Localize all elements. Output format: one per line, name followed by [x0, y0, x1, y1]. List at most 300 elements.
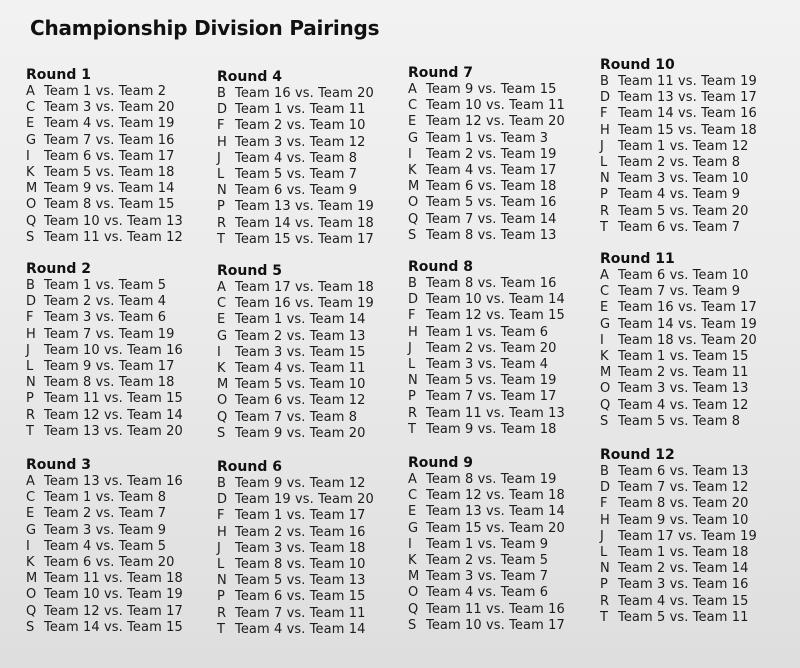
match-row — [217, 280, 417, 296]
match-slot: K — [26, 554, 35, 570]
round-block — [600, 447, 800, 626]
match-slot: N — [600, 561, 610, 577]
match-pairing: Team 1 vs. Team 2 — [44, 84, 167, 99]
match-slot: K — [408, 552, 417, 568]
match-row — [217, 557, 417, 573]
round-block — [217, 263, 417, 442]
match-pairing: Team 12 vs. Team 18 — [426, 488, 565, 504]
match-pairing: Team 6 vs. Team 9 — [235, 183, 358, 199]
match-row — [600, 414, 800, 430]
round-title: Round 11 — [600, 251, 675, 267]
match-slot: M — [26, 181, 38, 197]
round-title: Round 7 — [408, 65, 473, 81]
round-block — [217, 459, 417, 638]
match-pairing: Team 9 vs. Team 20 — [235, 425, 366, 441]
match-slot: H — [217, 134, 227, 150]
match-pairing: Team 1 vs. Team 17 — [235, 508, 366, 524]
match-pairing: Team 1 vs. Team 12 — [618, 138, 749, 154]
match-slot: D — [600, 480, 611, 496]
match-pairing: Team 10 vs. Team 14 — [426, 292, 565, 308]
round-block — [217, 69, 417, 248]
match-pairing: Team 4 vs. Team 5 — [44, 538, 167, 554]
match-pairing: Team 11 vs. Team 13 — [426, 405, 565, 421]
match-row — [600, 545, 800, 561]
match-slot: A — [408, 472, 417, 487]
match-slot: Q — [217, 409, 228, 425]
match-slot: A — [600, 268, 609, 283]
match-row — [408, 228, 608, 244]
match-row — [600, 300, 800, 316]
match-pairing: Team 6 vs. Team 18 — [426, 179, 557, 195]
match-slot: T — [600, 219, 608, 235]
match-pairing: Team 4 vs. Team 15 — [618, 593, 749, 609]
match-pairing: Team 9 vs. Team 18 — [426, 421, 557, 437]
match-pairing: Team 13 vs. Team 20 — [44, 423, 183, 439]
match-slot: K — [600, 348, 609, 364]
match-row — [600, 513, 800, 529]
match-row — [600, 610, 800, 626]
match-pairing: Team 3 vs. Team 12 — [235, 134, 366, 150]
match-row — [408, 422, 608, 438]
match-row — [26, 197, 226, 213]
match-pairing: Team 3 vs. Team 6 — [44, 310, 167, 326]
match-slot: I — [26, 538, 30, 554]
match-slot: C — [600, 284, 610, 300]
match-pairing: Team 13 vs. Team 16 — [44, 474, 183, 489]
match-row — [26, 523, 226, 539]
match-pairing: Team 10 vs. Team 13 — [44, 213, 183, 229]
match-row — [217, 589, 417, 605]
round-title: Round 3 — [26, 457, 91, 473]
match-row — [600, 155, 800, 171]
match-slot: O — [26, 197, 37, 213]
match-slot: H — [26, 326, 36, 342]
match-slot: C — [26, 490, 36, 506]
match-pairing: Team 7 vs. Team 11 — [235, 605, 366, 621]
match-slot: N — [217, 573, 227, 589]
match-slot: P — [408, 389, 416, 405]
match-slot: L — [600, 154, 608, 170]
match-slot: L — [217, 556, 225, 572]
match-slot: A — [217, 280, 226, 295]
match-pairing: Team 7 vs. Team 17 — [426, 389, 557, 405]
match-row — [217, 232, 417, 248]
match-row — [600, 123, 800, 139]
match-slot: A — [26, 84, 35, 99]
match-row — [600, 74, 800, 90]
match-pairing: Team 15 vs. Team 20 — [426, 520, 565, 536]
match-row — [408, 212, 608, 228]
match-pairing: Team 4 vs. Team 6 — [426, 585, 549, 601]
match-slot: B — [217, 476, 226, 491]
match-pairing: Team 3 vs. Team 13 — [618, 381, 749, 397]
match-pairing: Team 2 vs. Team 20 — [426, 340, 557, 356]
match-pairing: Team 3 vs. Team 16 — [618, 577, 749, 593]
match-slot: E — [408, 114, 417, 130]
match-row — [408, 82, 608, 98]
match-slot: O — [408, 195, 419, 211]
round-block — [26, 67, 226, 246]
match-row — [217, 86, 417, 102]
match-slot: F — [600, 106, 608, 122]
match-pairing: Team 7 vs. Team 8 — [235, 409, 358, 425]
match-pairing: Team 14 vs. Team 15 — [44, 619, 183, 635]
match-pairing: Team 3 vs. Team 7 — [426, 569, 549, 585]
match-row — [26, 294, 226, 310]
match-pairing: Team 5 vs. Team 19 — [426, 373, 557, 389]
match-pairing: Team 1 vs. Team 11 — [235, 102, 366, 118]
match-slot: P — [600, 577, 608, 593]
match-slot: B — [26, 278, 35, 293]
match-pairing: Team 6 vs. Team 10 — [618, 268, 749, 283]
match-pairing: Team 9 vs. Team 10 — [618, 512, 749, 528]
match-slot: G — [408, 130, 419, 146]
match-pairing: Team 5 vs. Team 11 — [618, 609, 749, 625]
match-pairing: Team 1 vs. Team 6 — [426, 324, 549, 340]
match-slot: N — [26, 375, 36, 391]
match-row — [600, 529, 800, 545]
match-slot: S — [408, 227, 417, 243]
match-row — [408, 373, 608, 389]
match-slot: N — [408, 373, 418, 389]
match-row — [217, 426, 417, 442]
match-pairing: Team 10 vs. Team 19 — [44, 587, 183, 603]
match-pairing: Team 6 vs. Team 13 — [618, 464, 749, 479]
match-slot: O — [600, 381, 611, 397]
match-slot: T — [26, 423, 34, 439]
match-pairing: Team 16 vs. Team 20 — [235, 86, 374, 101]
match-pairing: Team 15 vs. Team 17 — [235, 231, 374, 247]
match-pairing: Team 2 vs. Team 10 — [235, 118, 366, 134]
match-row — [217, 476, 417, 492]
match-row — [600, 381, 800, 397]
round-title: Round 4 — [217, 69, 282, 85]
match-row — [408, 308, 608, 324]
match-row — [600, 398, 800, 414]
match-row — [600, 365, 800, 381]
match-pairing: Team 7 vs. Team 16 — [44, 132, 175, 148]
match-row — [217, 606, 417, 622]
match-row — [408, 488, 608, 504]
match-slot: Q — [408, 211, 419, 227]
match-row — [600, 204, 800, 220]
match-slot: E — [26, 506, 35, 522]
match-row — [26, 84, 226, 100]
match-pairing: Team 7 vs. Team 9 — [618, 284, 741, 300]
match-slot: T — [408, 421, 416, 437]
match-slot: I — [408, 146, 412, 162]
match-row — [26, 391, 226, 407]
match-pairing: Team 12 vs. Team 14 — [44, 407, 183, 423]
match-pairing: Team 7 vs. Team 12 — [618, 480, 749, 496]
match-row — [600, 349, 800, 365]
match-slot: C — [217, 296, 227, 312]
match-pairing: Team 2 vs. Team 19 — [426, 146, 557, 162]
match-row — [217, 410, 417, 426]
match-row — [600, 106, 800, 122]
match-row — [408, 163, 608, 179]
match-row — [217, 329, 417, 345]
match-pairing: Team 3 vs. Team 15 — [235, 344, 366, 360]
match-row — [26, 359, 226, 375]
match-slot: M — [408, 569, 420, 585]
match-pairing: Team 5 vs. Team 16 — [426, 195, 557, 211]
match-pairing: Team 11 vs. Team 12 — [44, 229, 183, 245]
match-slot: G — [408, 520, 419, 536]
match-slot: P — [217, 199, 225, 215]
match-pairing: Team 11 vs. Team 19 — [618, 74, 757, 89]
match-pairing: Team 4 vs. Team 11 — [235, 360, 366, 376]
match-slot: P — [217, 589, 225, 605]
match-slot: G — [26, 522, 37, 538]
round-block — [600, 57, 800, 236]
match-pairing: Team 2 vs. Team 14 — [618, 561, 749, 577]
match-slot: B — [217, 86, 226, 101]
match-row — [26, 408, 226, 424]
match-pairing: Team 6 vs. Team 17 — [44, 148, 175, 164]
match-pairing: Team 11 vs. Team 16 — [426, 601, 565, 617]
match-row — [217, 393, 417, 409]
match-row — [26, 490, 226, 506]
match-row — [26, 539, 226, 555]
match-pairing: Team 12 vs. Team 20 — [426, 114, 565, 130]
match-pairing: Team 1 vs. Team 8 — [44, 490, 167, 506]
match-slot: K — [408, 162, 417, 178]
match-pairing: Team 10 vs. Team 11 — [426, 98, 565, 114]
match-pairing: Team 8 vs. Team 18 — [44, 375, 175, 391]
match-row — [217, 199, 417, 215]
round-block — [26, 457, 226, 636]
match-slot: K — [26, 164, 35, 180]
match-slot: J — [408, 340, 412, 356]
match-row — [26, 100, 226, 116]
match-slot: D — [217, 102, 228, 118]
match-row — [26, 506, 226, 522]
match-pairing: Team 11 vs. Team 15 — [44, 391, 183, 407]
match-pairing: Team 8 vs. Team 19 — [426, 472, 557, 487]
match-slot: J — [600, 528, 604, 544]
match-row — [408, 292, 608, 308]
match-slot: D — [217, 492, 228, 508]
match-pairing: Team 13 vs. Team 19 — [235, 199, 374, 215]
match-pairing: Team 9 vs. Team 17 — [44, 358, 175, 374]
match-pairing: Team 6 vs. Team 7 — [618, 219, 741, 235]
match-pairing: Team 16 vs. Team 17 — [618, 300, 757, 316]
match-pairing: Team 1 vs. Team 18 — [618, 544, 749, 560]
match-row — [408, 325, 608, 341]
match-slot: N — [217, 183, 227, 199]
match-pairing: Team 4 vs. Team 12 — [618, 397, 749, 413]
match-row — [600, 577, 800, 593]
match-row — [217, 622, 417, 638]
match-slot: T — [217, 231, 225, 247]
match-slot: P — [600, 187, 608, 203]
match-pairing: Team 2 vs. Team 7 — [44, 506, 167, 522]
match-pairing: Team 1 vs. Team 5 — [44, 278, 167, 293]
round-block — [408, 259, 608, 438]
match-slot: Q — [26, 213, 37, 229]
match-row — [217, 508, 417, 524]
match-pairing: Team 10 vs. Team 16 — [44, 342, 183, 358]
match-slot: Q — [408, 601, 419, 617]
round-title: Round 10 — [600, 57, 675, 73]
match-slot: O — [217, 393, 228, 409]
match-row — [408, 98, 608, 114]
match-pairing: Team 4 vs. Team 8 — [235, 150, 358, 166]
match-pairing: Team 8 vs. Team 20 — [618, 496, 749, 512]
match-pairing: Team 1 vs. Team 9 — [426, 536, 549, 552]
match-row — [217, 573, 417, 589]
page-title: Championship Division Pairings — [30, 16, 380, 40]
match-slot: D — [26, 294, 37, 310]
match-row — [26, 343, 226, 359]
match-row — [217, 167, 417, 183]
match-row — [26, 620, 226, 636]
match-slot: L — [26, 358, 34, 374]
match-slot: I — [217, 344, 221, 360]
match-pairing: Team 5 vs. Team 8 — [618, 413, 741, 429]
match-pairing: Team 13 vs. Team 14 — [426, 504, 565, 520]
match-slot: K — [217, 360, 226, 376]
match-row — [217, 151, 417, 167]
match-pairing: Team 5 vs. Team 7 — [235, 166, 358, 182]
match-slot: R — [217, 215, 227, 231]
match-pairing: Team 14 vs. Team 16 — [618, 106, 757, 122]
match-row — [408, 114, 608, 130]
match-row — [600, 333, 800, 349]
match-slot: P — [26, 391, 34, 407]
round-title: Round 9 — [408, 455, 473, 471]
match-row — [600, 139, 800, 155]
match-slot: H — [600, 122, 610, 138]
round-block — [408, 65, 608, 244]
round-title: Round 6 — [217, 459, 282, 475]
match-slot: H — [600, 512, 610, 528]
round-title: Round 8 — [408, 259, 473, 275]
match-pairing: Team 1 vs. Team 3 — [426, 130, 549, 146]
match-row — [26, 375, 226, 391]
match-slot: N — [600, 171, 610, 187]
match-slot: S — [600, 413, 609, 429]
match-row — [217, 312, 417, 328]
match-row — [408, 602, 608, 618]
match-row — [26, 327, 226, 343]
match-slot: B — [600, 464, 609, 479]
match-slot: J — [26, 342, 30, 358]
match-row — [408, 553, 608, 569]
match-slot: O — [26, 587, 37, 603]
match-slot: M — [600, 365, 612, 381]
round-block — [408, 455, 608, 634]
match-slot: R — [600, 593, 610, 609]
match-row — [26, 165, 226, 181]
match-pairing: Team 3 vs. Team 9 — [44, 522, 167, 538]
match-slot: L — [408, 356, 416, 372]
match-row — [600, 220, 800, 236]
match-pairing: Team 19 vs. Team 20 — [235, 492, 374, 508]
match-slot: H — [408, 324, 418, 340]
match-pairing: Team 2 vs. Team 16 — [235, 524, 366, 540]
match-slot: D — [408, 292, 419, 308]
match-row — [217, 183, 417, 199]
match-row — [217, 492, 417, 508]
match-slot: F — [217, 508, 225, 524]
match-row — [408, 472, 608, 488]
match-pairing: Team 2 vs. Team 13 — [235, 328, 366, 344]
match-row — [408, 618, 608, 634]
match-row — [26, 181, 226, 197]
match-row — [217, 135, 417, 151]
match-row — [408, 276, 608, 292]
match-pairing: Team 9 vs. Team 14 — [44, 181, 175, 197]
match-row — [408, 341, 608, 357]
round-title: Round 1 — [26, 67, 91, 83]
match-row — [408, 179, 608, 195]
match-row — [600, 187, 800, 203]
match-slot: D — [600, 90, 611, 106]
match-slot: E — [408, 504, 417, 520]
match-slot: Q — [26, 603, 37, 619]
match-slot: M — [217, 377, 229, 393]
match-pairing: Team 14 vs. Team 18 — [235, 215, 374, 231]
match-row — [26, 474, 226, 490]
match-pairing: Team 4 vs. Team 14 — [235, 621, 366, 637]
match-slot: S — [26, 229, 35, 245]
round-title: Round 5 — [217, 263, 282, 279]
match-row — [408, 537, 608, 553]
match-row — [600, 480, 800, 496]
match-slot: E — [26, 116, 35, 132]
match-row — [408, 406, 608, 422]
match-pairing: Team 12 vs. Team 17 — [44, 603, 183, 619]
match-slot: E — [600, 300, 609, 316]
match-row — [408, 195, 608, 211]
match-slot: H — [217, 524, 227, 540]
match-row — [26, 214, 226, 230]
match-slot: J — [217, 540, 221, 556]
match-pairing: Team 2 vs. Team 4 — [44, 294, 167, 310]
match-row — [408, 569, 608, 585]
match-pairing: Team 4 vs. Team 17 — [426, 162, 557, 178]
round-block — [600, 251, 800, 430]
match-pairing: Team 11 vs. Team 18 — [44, 571, 183, 587]
match-row — [408, 131, 608, 147]
match-slot: F — [600, 496, 608, 512]
match-slot: T — [217, 621, 225, 637]
match-pairing: Team 17 vs. Team 18 — [235, 280, 374, 295]
match-pairing: Team 3 vs. Team 18 — [235, 540, 366, 556]
match-pairing: Team 6 vs. Team 15 — [235, 589, 366, 605]
match-pairing: Team 4 vs. Team 19 — [44, 116, 175, 132]
match-slot: C — [26, 100, 36, 116]
match-pairing: Team 17 vs. Team 19 — [618, 528, 757, 544]
match-pairing: Team 10 vs. Team 17 — [426, 617, 565, 633]
match-slot: A — [408, 82, 417, 97]
match-slot: B — [408, 276, 417, 291]
match-row — [26, 571, 226, 587]
match-slot: S — [217, 425, 226, 441]
match-slot: C — [408, 98, 418, 114]
match-row — [217, 361, 417, 377]
match-slot: Q — [600, 397, 611, 413]
match-row — [408, 504, 608, 520]
match-row — [600, 464, 800, 480]
match-pairing: Team 5 vs. Team 18 — [44, 164, 175, 180]
match-slot: J — [600, 138, 604, 154]
match-pairing: Team 3 vs. Team 20 — [44, 100, 175, 116]
match-pairing: Team 5 vs. Team 10 — [235, 377, 366, 393]
match-row — [217, 541, 417, 557]
